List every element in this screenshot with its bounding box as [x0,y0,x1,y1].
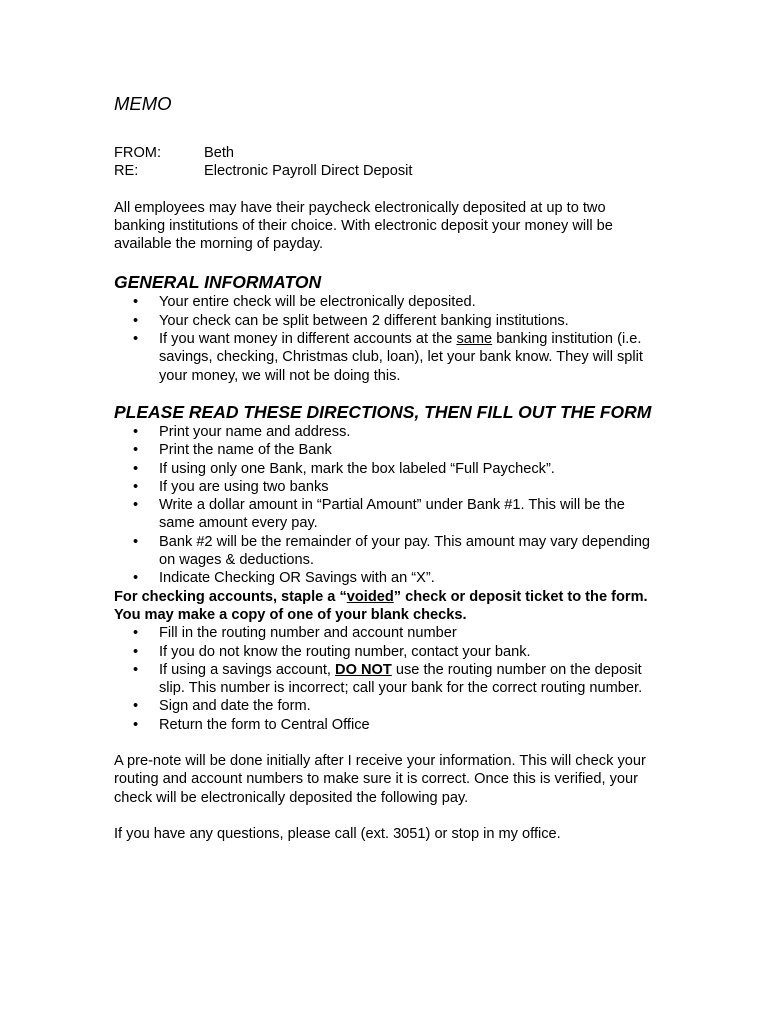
list-item [114,569,659,587]
bullet-icon: • [133,533,139,550]
spacer [114,385,659,401]
bullet-icon: • [133,331,139,348]
list-item [114,716,659,734]
bullet-icon: • [133,643,139,660]
list-item-text: Sign and date the form. [159,698,311,715]
memo-title: MEMO [114,93,172,114]
directions-list [114,423,659,588]
list-item [114,496,659,533]
list-item-text: Your check can be split between 2 different banking institutions. [159,312,569,329]
underlined-word-same: same [456,331,493,348]
list-item [114,624,659,642]
bullet-icon: • [133,625,139,642]
list-item-text: Your entire check will be electronically deposited. [159,294,476,311]
bullet-icon: • [133,312,139,329]
list-item-text: banking institution (i.e. savings, checking, Christmas club, loan), let your bank know. They will split your money, we will not be doing this. [159,331,643,384]
spacer [114,807,659,825]
emphasis-do-not: DO NOT [335,661,392,678]
list-item-text: If you want money in different accounts at the [159,331,457,348]
directions-heading: PLEASE READ THESE DIRECTIONS, THEN FILL OUT THE FORM [114,401,652,422]
from-label: FROM: [114,145,162,161]
spacer [114,253,659,271]
list-item-text: use the routing number on the deposit slip. This number is incorrect; call your bank for the correct routing number. [159,661,643,697]
list-item-text: If using only one Bank, mark the box labeled “Full Paycheck”. [159,460,555,477]
underlined-word-voided: voided [346,588,394,605]
bullet-icon: • [133,460,139,477]
list-item-text: Bank #2 will be the remainder of your pay. This amount may vary depending on wages & deductions. [159,533,651,569]
list-item [114,312,659,330]
list-item-text: Indicate Checking OR Savings with an “X”. [159,570,435,587]
bullet-icon: • [133,570,139,587]
staple-note [114,588,659,625]
re-label: RE: [114,163,139,180]
list-item [114,441,659,459]
staple-note-text: For checking accounts, staple a “ [114,588,347,605]
memo-page [114,92,659,843]
re-value: Electronic Payroll Direct Deposit [204,163,413,180]
list-item-text: If you do not know the routing number, contact your bank. [159,643,531,660]
list-item [114,293,659,311]
list-item [114,533,659,570]
bullet-icon: • [133,497,139,514]
general-info-heading: GENERAL INFORMATON [114,272,322,293]
routing-list [114,624,659,734]
list-item [114,460,659,478]
intro-paragraph: All employees may have their paycheck electronically deposited at up to two banking institutions of their choice. With electronic deposit your money will be available the morning of payday. [114,199,613,253]
spacer [114,181,659,199]
list-item [114,643,659,661]
bullet-icon: • [133,716,139,733]
bullet-icon: • [133,442,139,459]
list-item-text: Return the form to Central Office [159,716,370,733]
from-value: Beth [204,145,235,161]
questions-paragraph: If you have any questions, please call (ext. 3051) or stop in my office. [114,825,561,842]
bullet-icon: • [133,661,139,678]
from-row [114,144,659,162]
list-item-text: If you are using two banks [159,478,329,495]
list-item-text: Print your name and address. [159,423,351,440]
prenote-paragraph: A pre-note will be done initially after I receive your information. This will check your routing and account numbers to make sure it is correct. Once this is verified, your check will be electronically deposited the following pay. [114,753,646,806]
list-item-text: If using a savings account, [159,661,336,678]
re-row [114,162,659,180]
list-item [114,423,659,441]
staple-note-text: ” check or deposit ticket to the form. You may make a copy of one of your blank checks. [114,588,648,623]
bullet-icon: • [133,423,139,440]
list-item-text: Write a dollar amount in “Partial Amount” under Bank #1. This will be the same amount every pay. [159,497,625,532]
list-item-text: Print the name of the Bank [159,442,332,459]
spacer [114,734,659,752]
list-item [114,330,659,385]
list-item [114,697,659,715]
list-item [114,478,659,496]
list-item [114,661,659,698]
bullet-icon: • [133,478,139,495]
bullet-icon: • [133,698,139,715]
general-info-list [114,293,659,384]
list-item-text: Fill in the routing number and account number [159,625,457,642]
bullet-icon: • [133,294,139,311]
